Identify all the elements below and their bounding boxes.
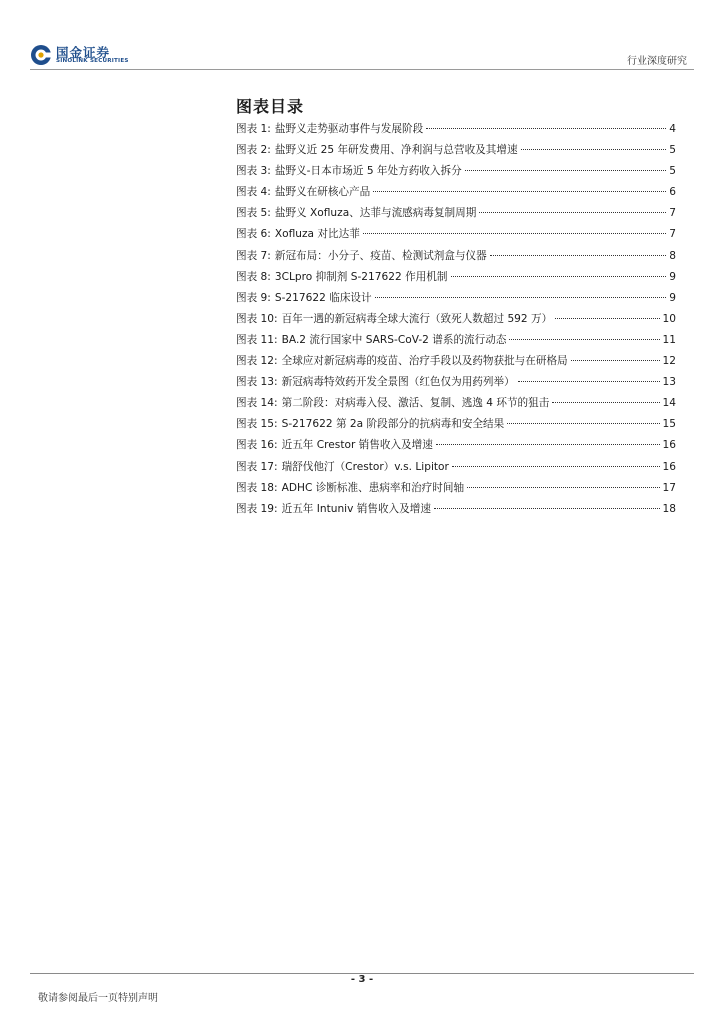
toc-dot-leader [451,276,667,277]
toc-dot-leader [436,444,660,445]
toc-entry-page: 17 [662,481,676,494]
toc-entry-label: 图表 15: [236,418,278,431]
toc-entry-page: 15 [662,418,676,431]
toc-entry-label: 图表 3: [236,165,271,178]
toc-entry[interactable] [236,121,676,142]
toc-entry[interactable] [236,332,676,353]
sinolink-logo-icon [30,44,52,66]
brand-name-en: SINOLINK SECURITIES [56,58,129,64]
toc-entry-page: 16 [662,439,676,452]
toc-entry-page: 9 [669,291,676,304]
toc-entry-title: 新冠病毒特效药开发全景图（红色仅为用药列举） [281,376,515,389]
toc-entry-label: 图表 12: [236,355,278,368]
toc-entry-label: 图表 17: [236,460,278,473]
toc-dot-leader [509,339,659,340]
toc-dot-leader [555,318,659,319]
toc-title: 图表目录 [236,97,305,116]
toc-entry-page: 14 [662,397,676,410]
toc-entry-label: 图表 8: [236,270,271,283]
toc-entry-page: 9 [669,270,676,283]
toc-entry-page: 16 [662,460,676,473]
toc-entry-title: S-217622 第 2a 阶段部分的抗病毒和安全结果 [281,418,505,431]
toc-entry-title: 3CLpro 抑制剂 S-217622 作用机制 [274,270,448,283]
toc-entry[interactable] [236,416,676,437]
toc-entry[interactable] [236,437,676,458]
toc-dot-leader [518,381,660,382]
disclaimer-text: 敬请参阅最后一页特别声明 [38,993,158,1004]
toc-entry-label: 图表 10: [236,312,278,325]
header-divider [30,69,694,70]
toc-dot-leader [571,360,660,361]
toc-dot-leader [467,487,659,488]
toc-dot-leader [507,423,659,424]
toc-entry[interactable] [236,163,676,184]
toc-entry-title: 全球应对新冠病毒的疫苗、治疗手段以及药物获批与在研格局 [281,355,568,368]
report-type: 行业深度研究 [627,56,687,67]
toc-list [236,121,676,522]
toc-entry[interactable] [236,142,676,163]
toc-dot-leader [521,149,667,150]
toc-entry[interactable] [236,269,676,290]
toc-dot-leader [363,233,666,234]
toc-entry-page: 6 [669,186,676,199]
toc-entry-title: 百年一遇的新冠病毒全球大流行（致死人数超过 592 万） [281,312,553,325]
toc-entry-label: 图表 9: [236,291,271,304]
toc-entry-title: 盐野义-日本市场近 5 年处方药收入拆分 [274,165,462,178]
toc-dot-leader [434,508,660,509]
toc-entry-title: 盐野义 Xofluza、达菲与流感病毒复制周期 [274,207,477,220]
toc-entry-label: 图表 16: [236,439,278,452]
toc-dot-leader [426,128,666,129]
toc-entry[interactable] [236,184,676,205]
toc-entry-page: 8 [669,249,676,262]
toc-entry-page: 13 [662,376,676,389]
toc-entry-page: 10 [662,312,676,325]
toc-entry-page: 5 [669,165,676,178]
toc-entry-label: 图表 11: [236,333,278,346]
toc-entry-page: 4 [669,123,676,135]
toc-dot-leader [373,191,666,192]
toc-entry[interactable] [236,290,676,311]
toc-entry-title: 第二阶段：对病毒入侵、激活、复制、逃逸 4 环节的狙击 [281,397,550,410]
toc-entry-page: 11 [662,333,676,346]
toc-entry-title: S-217622 临床设计 [274,291,372,304]
brand-name-cn: 国金证券 [56,45,111,60]
toc-entry-label: 图表 14: [236,397,278,410]
toc-entry-label: 图表 5: [236,207,271,220]
toc-dot-leader [479,212,666,213]
toc-entry[interactable] [236,248,676,269]
toc-entry-title: 近五年 Intuniv 销售收入及增速 [281,502,431,515]
toc-entry-title: ADHC 诊断标准、患病率和治疗时间轴 [281,481,465,494]
toc-entry-label: 图表 1: [236,123,271,135]
toc-dot-leader [490,255,667,256]
toc-entry[interactable] [236,501,676,522]
toc-dot-leader [375,297,667,298]
toc-entry-title: 近五年 Crestor 销售收入及增速 [281,439,433,452]
toc-entry-title: 新冠布局：小分子、疫苗、检测试剂盒与仪器 [274,249,487,262]
toc-dot-leader [452,466,660,467]
toc-entry-label: 图表 6: [236,228,271,241]
toc-entry[interactable] [236,205,676,226]
toc-dot-leader [465,170,667,171]
toc-entry-title: 瑞舒伐他汀（Crestor）v.s. Lipitor [281,460,449,473]
toc-entry-label: 图表 2: [236,144,271,157]
toc-entry-label: 图表 13: [236,376,278,389]
toc-entry-title: 盐野义走势驱动事件与发展阶段 [274,123,424,135]
toc-entry-title: BA.2 流行国家中 SARS-CoV-2 谱系的流行动态 [281,333,507,346]
toc-entry[interactable] [236,374,676,395]
toc-entry[interactable] [236,459,676,480]
toc-entry-label: 图表 4: [236,186,271,199]
toc-entry-label: 图表 18: [236,481,278,494]
toc-entry-page: 12 [662,355,676,368]
company-logo [30,44,134,66]
toc-entry[interactable] [236,480,676,501]
toc-entry[interactable] [236,353,676,374]
toc-entry-page: 7 [669,228,676,241]
toc-entry-title: 盐野义近 25 年研发费用、净利润与总营收及其增速 [274,144,518,157]
toc-entry-label: 图表 7: [236,249,271,262]
toc-entry[interactable] [236,395,676,416]
toc-dot-leader [552,402,659,403]
toc-entry-page: 7 [669,207,676,220]
toc-entry[interactable] [236,226,676,247]
toc-entry-title: 盐野义在研核心产品 [274,186,371,199]
page-number: - 3 - [350,974,374,985]
toc-entry-page: 5 [669,144,676,157]
toc-entry-title: Xofluza 对比达菲 [274,228,360,241]
toc-entry-label: 图表 19: [236,502,278,515]
toc-entry-page: 18 [662,502,676,515]
toc-entry[interactable] [236,311,676,332]
